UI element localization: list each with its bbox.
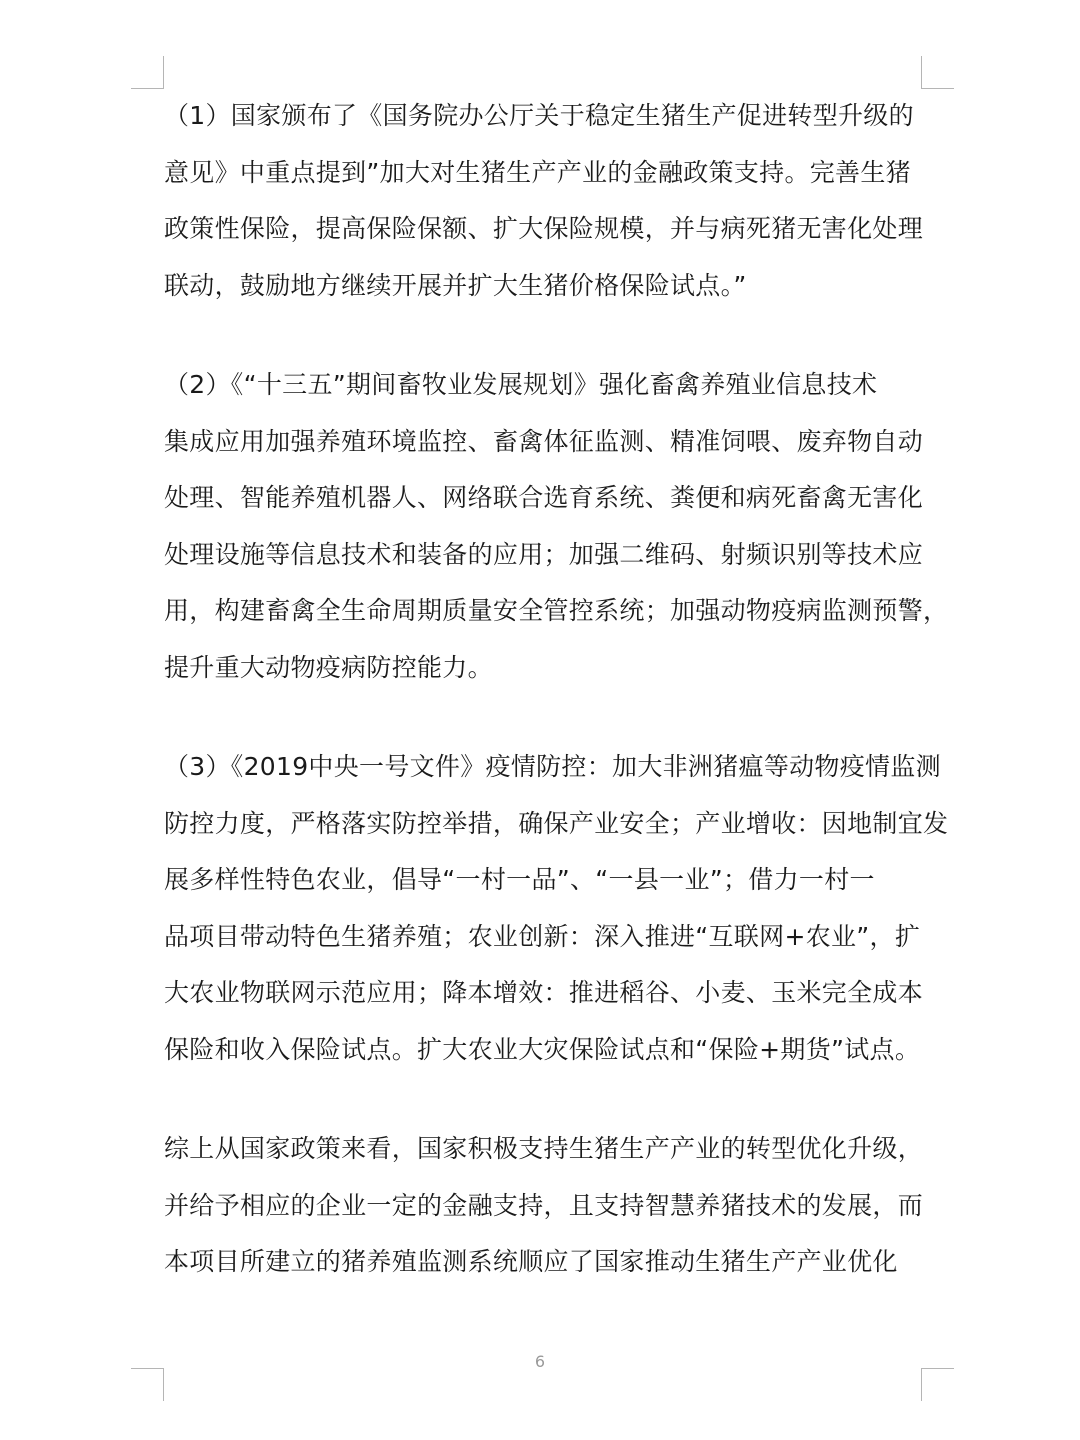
document-body [164, 88, 949, 1291]
paragraph-line: 保险和收入保险试点。扩大农业大灾保险试点和“保险+期货”试点。 [164, 1034, 921, 1064]
paragraph-line: 政策性保险，提高保险保额、扩大保险规模，并与病死猪无害化处理 [164, 214, 924, 243]
page-number: 6 [534, 1352, 546, 1371]
paragraph-line: 展多样性特色农业，倡导“一村一品”、“一县一业”；借力一村一 [164, 865, 875, 894]
paragraph-policy-1 [164, 88, 924, 314]
paragraph-line: 提升重大动物疫病防控能力。 [164, 652, 493, 682]
paragraph-line: 处理、智能养殖机器人、网络联合选育系统、粪便和病死畜禽无害化 [164, 483, 924, 512]
paragraph-line: 联动，鼓励地方继续开展并扩大生猪价格保险试点。” [164, 270, 747, 300]
paragraph-line: 大农业物联网示范应用；降本增效：推进稻谷、小麦、玉米完全成本 [164, 978, 924, 1007]
paragraph-line: 本项目所建立的猪养殖监测系统顺应了国家推动生猪生产产业优化 [164, 1247, 898, 1276]
paragraph-line: 并给予相应的企业一定的金融支持，且支持智慧养猪技术的发展，而 [164, 1190, 924, 1220]
paragraph-line: 用，构建畜禽全生命周期质量安全管控系统；加强动物疫病监测预警， [164, 596, 949, 625]
paragraph-policy-3 [164, 739, 949, 1078]
paragraph-line: 综上从国家政策来看，国家积极支持生猪生产产业的转型优化升级， [164, 1134, 924, 1163]
paragraph-summary [164, 1121, 924, 1291]
crop-mark-bottom-left [131, 1368, 164, 1401]
crop-mark-top-left [131, 56, 164, 89]
paragraph-line: 意见》中重点提到”加大对生猪生产产业的金融政策支持。完善生猪 [164, 157, 911, 187]
paragraph-policy-2 [164, 357, 949, 696]
paragraph-line: 防控力度，严格落实防控举措，确保产业安全；产业增收：因地制宜发 [164, 808, 949, 838]
paragraph-line: 集成应用加强养殖环境监控、畜禽体征监测、精准饲喂、废弃物自动 [164, 426, 924, 456]
paragraph-line: （3）《2019中央一号文件》疫情防控：加大非洲猪瘟等动物疫情监测 [164, 752, 941, 781]
crop-mark-bottom-right [921, 1368, 954, 1401]
paragraph-line: 品项目带动特色生猪养殖；农业创新：深入推进“互联网+农业”，扩 [164, 921, 921, 951]
paragraph-line: （1）国家颁布了《国务院办公厅关于稳定生猪生产促进转型升级的 [164, 101, 914, 130]
paragraph-line: （2）《“十三五”期间畜牧业发展规划》强化畜禽养殖业信息技术 [164, 370, 878, 399]
crop-mark-top-right [921, 56, 954, 89]
paragraph-line: 处理设施等信息技术和装备的应用；加强二维码、射频识别等技术应 [164, 539, 924, 569]
